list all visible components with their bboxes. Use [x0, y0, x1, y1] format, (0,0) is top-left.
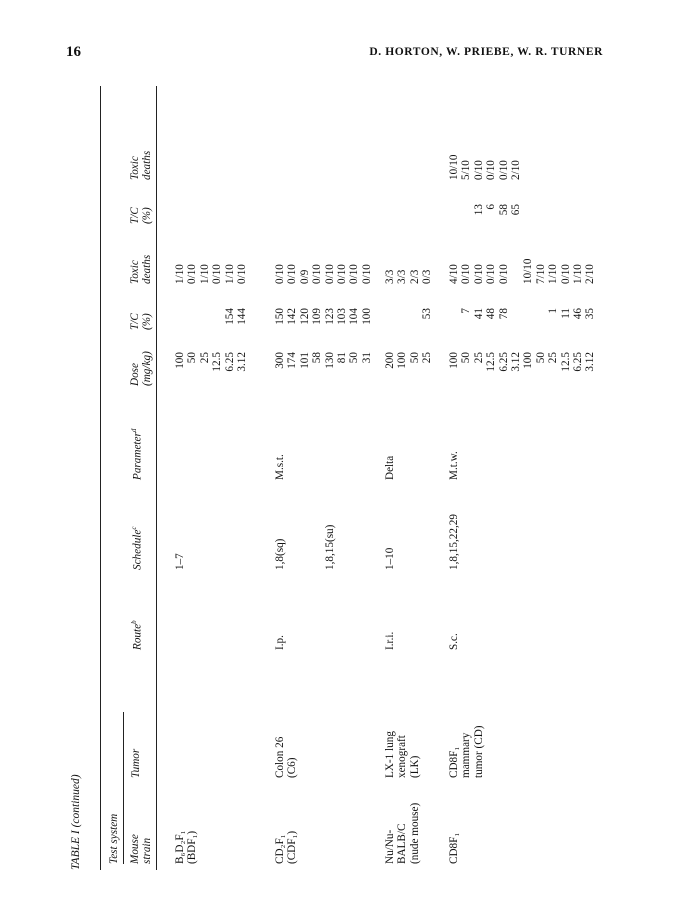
toxic-deaths-cell: 0/10	[472, 264, 485, 284]
header-toxic-deaths-1: Toxic deaths	[129, 254, 153, 284]
header-tumor: Tumor	[130, 748, 142, 778]
dose-cell: 25	[472, 352, 485, 364]
header-tc-1: T/C (%)	[129, 313, 153, 330]
tc-percent-cell: 48	[485, 308, 498, 320]
mouse-strain-cell: CD₂F₁	[274, 834, 286, 864]
table-header-rule	[156, 86, 157, 870]
header-tc-2: T/C (%)	[129, 207, 153, 224]
parameter-cell: M.t.w.	[448, 451, 460, 480]
toxic-deaths-cell: 1/10	[198, 264, 211, 284]
schedule-cell: 1–7	[174, 553, 186, 570]
tc-percent-cell: 58	[497, 204, 510, 216]
tc-percent-cell: 142	[286, 308, 299, 325]
dose-cell: 3.12	[236, 352, 248, 372]
mouse-strain-cell: Nu/Nu-	[384, 829, 396, 864]
dose-cell: 200	[384, 352, 396, 369]
dose-cell: 12.5	[485, 352, 498, 372]
header-route: Route$^b$	[130, 620, 144, 650]
toxic-deaths-cell: 0/10	[460, 264, 473, 284]
toxic-deaths-cell: 1/10	[174, 264, 186, 284]
tc-percent-cell: 104	[348, 308, 361, 325]
tc-percent-cell: 11	[559, 308, 572, 319]
dose-cell: 100	[448, 352, 460, 369]
header-mouse-strain: Mouse strain	[129, 834, 153, 864]
tc-percent-cell: 35	[584, 308, 597, 320]
dose-cell: 100	[174, 352, 186, 369]
toxic-deaths-cell: 7/10	[534, 264, 547, 284]
dose-cell: 174	[286, 352, 299, 369]
toxic-deaths-cell: 0/10	[472, 160, 485, 180]
toxic-deaths-cell: 1/10	[223, 264, 236, 284]
tc-percent-cell: 7	[460, 308, 473, 314]
toxic-deaths-cell: 0/9	[298, 269, 311, 284]
mouse-strain-cell: (BDF₁)	[186, 830, 199, 864]
toxic-deaths-cell: 1/10	[572, 264, 584, 284]
mouse-strain-cell: B₆D₂F₁	[174, 830, 186, 864]
tc-percent-cell: 100	[360, 308, 373, 325]
dose-cell: 100	[396, 352, 409, 369]
schedule-cell: 1,8(sq)	[274, 538, 286, 570]
tc-percent-cell: 123	[323, 308, 336, 325]
tc-percent-cell: 41	[472, 308, 485, 320]
dose-cell: 50	[408, 352, 421, 364]
toxic-deaths-cell: 0/10	[485, 160, 498, 180]
toxic-deaths-cell: 0/10	[497, 264, 510, 284]
tc-percent-cell: 1	[547, 308, 560, 314]
header-parameter: Parameter$^d$	[130, 428, 144, 480]
toxic-deaths-cell: 0/10	[236, 264, 248, 284]
dose-cell: 50	[348, 352, 361, 364]
dose-cell: 12.5	[559, 352, 572, 372]
toxic-deaths-cell: 10/10	[522, 258, 535, 284]
tumor-cell: tumor (CD)	[472, 725, 485, 778]
dose-cell: 50	[186, 352, 199, 364]
parameter-cell: Delta	[384, 455, 396, 480]
toxic-deaths-cell: 0/10	[497, 160, 510, 180]
header-dose: Dose (mg/kg)	[129, 351, 153, 386]
schedule-cell: 1,8,15,22,29	[448, 514, 460, 570]
dose-cell: 3.12	[584, 352, 597, 372]
toxic-deaths-cell: 0/10	[360, 264, 373, 284]
toxic-deaths-cell: 2/10	[584, 264, 597, 284]
toxic-deaths-cell: 4/10	[448, 264, 460, 284]
tumor-cell: CD8F₁	[448, 746, 460, 778]
dose-cell: 12.5	[211, 352, 224, 372]
table-caption: TABLE I (continued)	[70, 774, 82, 870]
dose-cell: 58	[311, 352, 324, 364]
tc-percent-cell: 46	[572, 308, 584, 320]
header-schedule: Schedule$^c$	[130, 526, 144, 570]
dose-cell: 31	[360, 352, 373, 364]
toxic-deaths-cell: 2/10	[510, 160, 522, 180]
tc-percent-cell: 6	[485, 204, 498, 210]
toxic-deaths-cell: 10/10	[448, 154, 460, 180]
toxic-deaths-cell: 0/10	[311, 264, 324, 284]
table-top-rule	[100, 86, 101, 870]
toxic-deaths-cell: 0/10	[274, 264, 286, 284]
page-number: 16	[66, 44, 81, 60]
toxic-deaths-cell: 0/10	[336, 264, 348, 284]
tc-percent-cell: 154	[223, 308, 236, 325]
toxic-deaths-cell: 5/10	[460, 160, 473, 180]
route-cell: I.p.	[274, 635, 286, 650]
dose-cell: 3.12	[510, 352, 522, 372]
toxic-deaths-cell: 0/3	[421, 269, 434, 284]
schedule-cell: 1–10	[384, 547, 396, 570]
tc-percent-cell: 103	[336, 308, 348, 325]
toxic-deaths-cell: 2/3	[408, 269, 421, 284]
dose-cell: 6.25	[497, 352, 510, 372]
dose-cell: 300	[274, 352, 286, 369]
dose-cell: 6.25	[572, 352, 584, 372]
header-group-rule	[123, 712, 124, 864]
route-cell: S.c.	[448, 633, 460, 650]
tc-percent-cell: 120	[298, 308, 311, 325]
toxic-deaths-cell: 3/3	[396, 269, 409, 284]
dose-cell: 25	[198, 352, 211, 364]
tumor-cell: Colon 26	[274, 736, 286, 778]
tc-percent-cell: 150	[274, 308, 286, 325]
toxic-deaths-cell: 3/3	[384, 269, 396, 284]
route-cell: I.r.i.	[384, 631, 396, 650]
toxic-deaths-cell: 0/10	[323, 264, 336, 284]
dose-cell: 101	[298, 352, 311, 369]
dose-cell: 6.25	[223, 352, 236, 372]
toxic-deaths-cell: 0/10	[186, 264, 199, 284]
dose-cell: 50	[534, 352, 547, 364]
header-toxic-deaths-2: Toxic deaths	[129, 150, 153, 180]
tumor-cell: xenograft	[396, 735, 409, 778]
tumor-cell: mammary	[460, 732, 473, 778]
toxic-deaths-cell: 0/10	[559, 264, 572, 284]
running-head: D. HORTON, W. PRIEBE, W. R. TURNER	[369, 46, 603, 58]
mouse-strain-cell: CD8F₁	[448, 832, 460, 864]
toxic-deaths-cell: 1/10	[547, 264, 560, 284]
tc-percent-cell: 53	[421, 308, 434, 320]
mouse-strain-cell: (CDF₁)	[286, 830, 299, 864]
toxic-deaths-cell: 0/10	[348, 264, 361, 284]
toxic-deaths-cell: 0/10	[286, 264, 299, 284]
schedule-cell: 1,8,15(su)	[323, 524, 336, 570]
tumor-cell: LX-1 lung	[384, 731, 396, 778]
tumor-cell: (LK)	[408, 755, 421, 778]
rotated-table	[70, 86, 600, 870]
mouse-strain-cell: (nude mouse)	[408, 802, 421, 864]
tumor-cell: (C6)	[286, 757, 299, 778]
dose-cell: 81	[336, 352, 348, 364]
toxic-deaths-cell: 0/10	[485, 264, 498, 284]
dose-cell: 25	[421, 352, 434, 364]
parameter-cell: M.s.t.	[274, 454, 286, 480]
dose-cell: 25	[547, 352, 560, 364]
dose-cell: 50	[460, 352, 473, 364]
header-test-system: Test system	[108, 813, 120, 864]
mouse-strain-cell: BALB/C	[396, 823, 409, 864]
tc-percent-cell: 65	[510, 204, 522, 216]
dose-cell: 100	[522, 352, 535, 369]
dose-cell: 130	[323, 352, 336, 369]
tc-percent-cell: 78	[497, 308, 510, 320]
tc-percent-cell: 144	[236, 308, 248, 325]
toxic-deaths-cell: 0/10	[211, 264, 224, 284]
tc-percent-cell: 109	[311, 308, 324, 325]
tc-percent-cell: 13	[472, 204, 485, 216]
